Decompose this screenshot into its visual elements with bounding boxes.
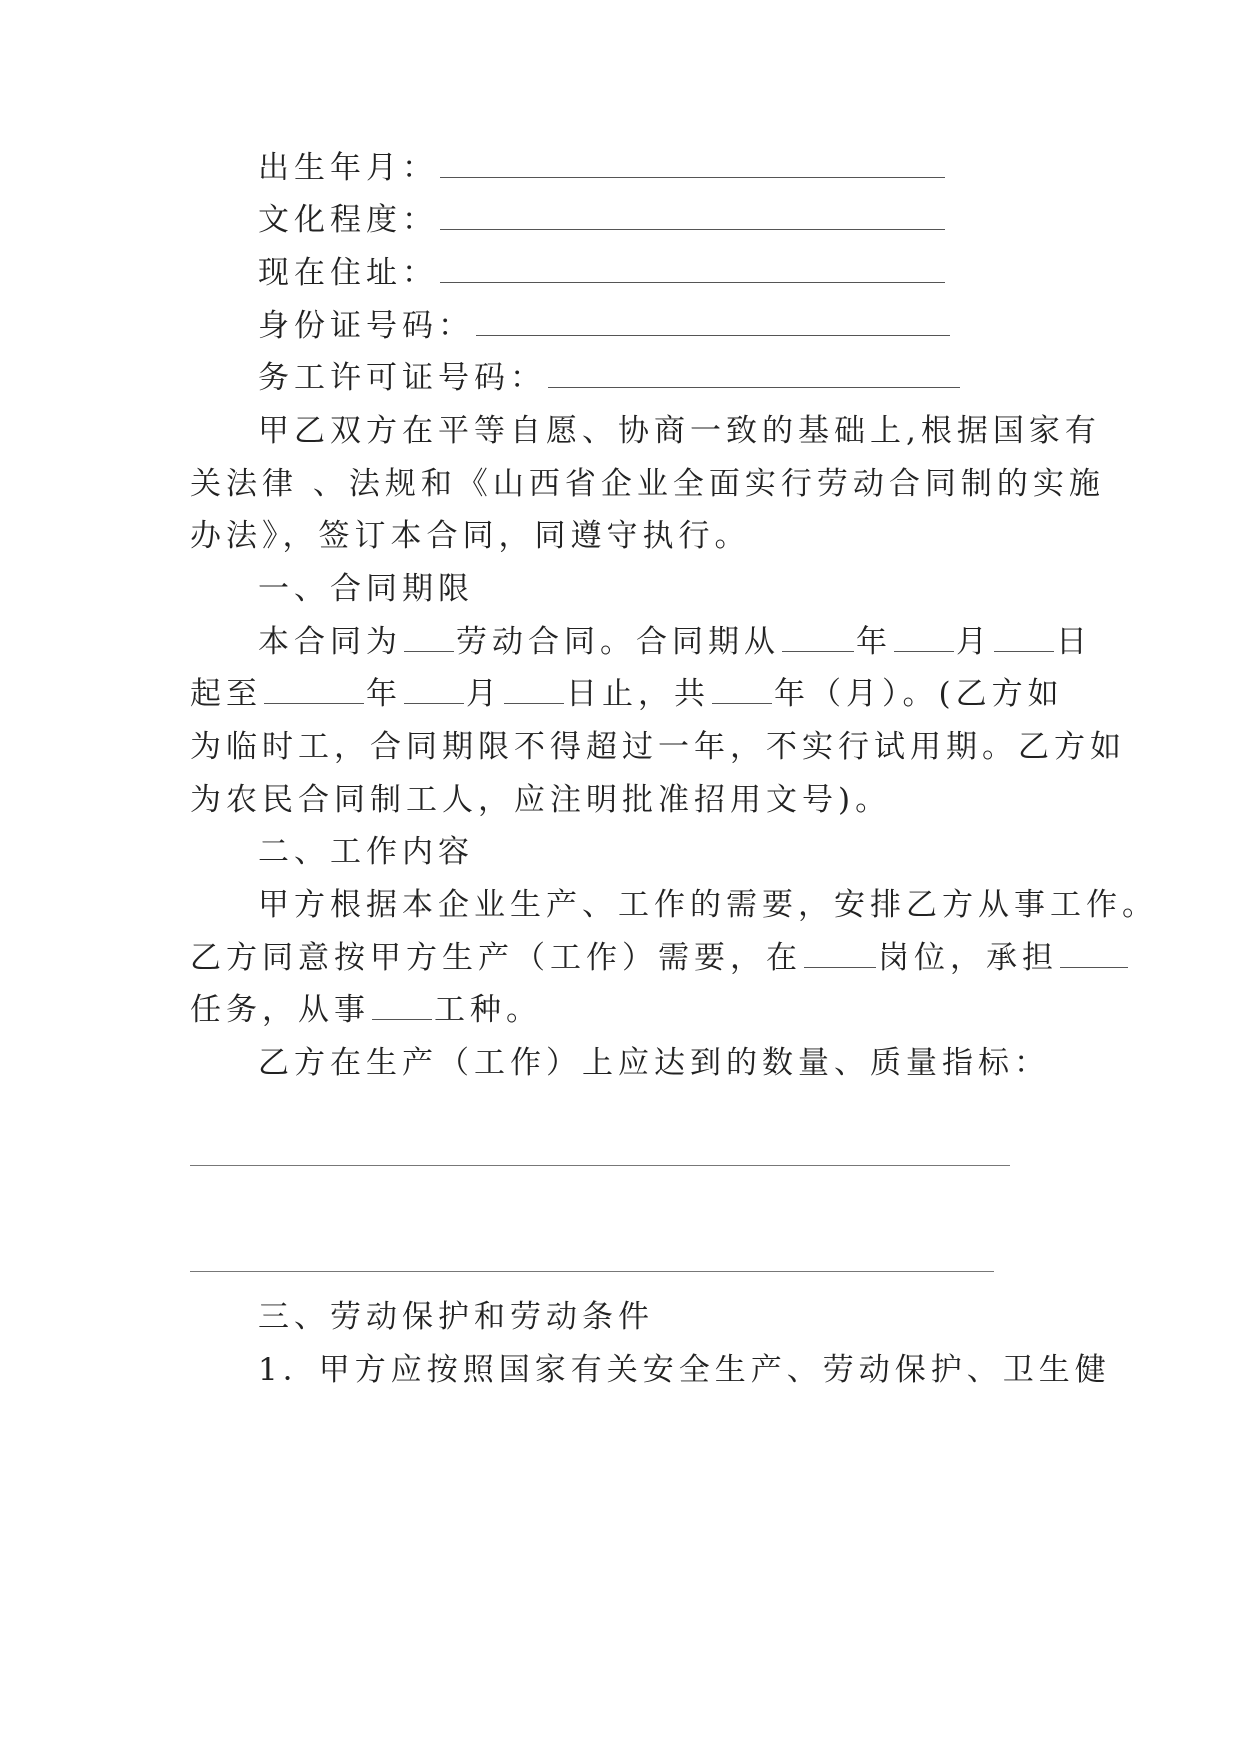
contract-period-text: 劳动合同。合同期从 (456, 624, 780, 660)
position-prefix: 乙方同意按甲方生产（工作）需要，在 (190, 940, 802, 976)
contract-type-prefix: 本合同为 (258, 624, 402, 660)
id-number-label: 身份证号码： (258, 308, 474, 344)
start-day-blank[interactable] (994, 631, 1054, 652)
start-month-label: 月 (956, 624, 992, 660)
section3-heading: 三、劳动保护和劳动条件 (258, 1299, 654, 1335)
section2-para-line-3 (190, 990, 1056, 1030)
address-label: 现在住址： (258, 255, 438, 291)
id-number-field (258, 306, 1124, 346)
address-blank[interactable] (440, 262, 945, 283)
intro-line-3: 办法》，签订本合同，同遵守执行。 (190, 518, 751, 554)
work-type-blank[interactable] (372, 999, 432, 1020)
work-type-suffix: 工种。 (434, 992, 542, 1028)
intro-line-1: 甲乙双方在平等自愿、协商一致的基础上,根据国家有 (258, 413, 1101, 449)
birth-date-blank[interactable] (440, 157, 945, 178)
section2-para-line-2 (190, 938, 1056, 978)
start-day-label: 日 (1056, 624, 1092, 660)
section2-heading: 二、工作内容 (258, 834, 474, 870)
section2-para-line-1: 甲方根据本企业生产、工作的需要，安排乙方从事工作。 (258, 887, 1158, 923)
end-month-blank[interactable] (404, 683, 464, 704)
task-prefix: 岗位，承担 (878, 940, 1058, 976)
start-year-label: 年 (856, 624, 892, 660)
quota-answer-line-2[interactable] (190, 1271, 994, 1272)
address-field (258, 253, 1124, 293)
section1-heading: 一、合同期限 (258, 571, 474, 607)
section1-para-line-3: 为临时工，合同期限不得超过一年，不实行试用期。乙方如 (190, 729, 1126, 765)
work-type-prefix: 任务，从事 (190, 992, 370, 1028)
id-number-blank[interactable] (476, 315, 950, 336)
start-month-blank[interactable] (894, 631, 954, 652)
section3-item-1: 1．甲方应按照国家有关安全生产、劳动保护、卫生健 (258, 1352, 1111, 1388)
work-permit-field (258, 358, 1124, 398)
end-day-blank[interactable] (504, 683, 564, 704)
education-blank[interactable] (440, 209, 945, 230)
end-prefix: 起至 (190, 676, 262, 712)
position-blank[interactable] (804, 947, 876, 968)
duration-blank[interactable] (712, 683, 772, 704)
end-month-label: 月 (466, 676, 502, 712)
start-year-blank[interactable] (782, 631, 854, 652)
intro-line-2: 关法律 、法规和《山西省企业全面实行劳动合同制的实施 (190, 466, 1105, 502)
duration-tail: 年（月）。(乙方如 (774, 676, 1064, 712)
education-field (258, 200, 1124, 240)
section1-para-line-4: 为农民合同制工人，应注明批准招用文号)。 (190, 782, 892, 818)
section2-para-line-4: 乙方在生产（工作）上应达到的数量、质量指标： (258, 1045, 1050, 1081)
section1-para-line-2 (190, 674, 1064, 714)
contract-type-blank[interactable] (404, 631, 454, 652)
birth-date-field (258, 148, 1124, 188)
work-permit-blank[interactable] (548, 367, 960, 388)
education-label: 文化程度： (258, 202, 438, 238)
end-year-label: 年 (366, 676, 402, 712)
end-day-label: 日止，共 (566, 676, 710, 712)
birth-date-label: 出生年月： (258, 150, 438, 186)
end-year-blank[interactable] (264, 683, 364, 704)
task-blank[interactable] (1060, 947, 1128, 968)
work-permit-label: 务工许可证号码： (258, 360, 546, 396)
section1-para-line-1 (258, 622, 1124, 662)
quota-answer-line-1[interactable] (190, 1165, 1010, 1166)
